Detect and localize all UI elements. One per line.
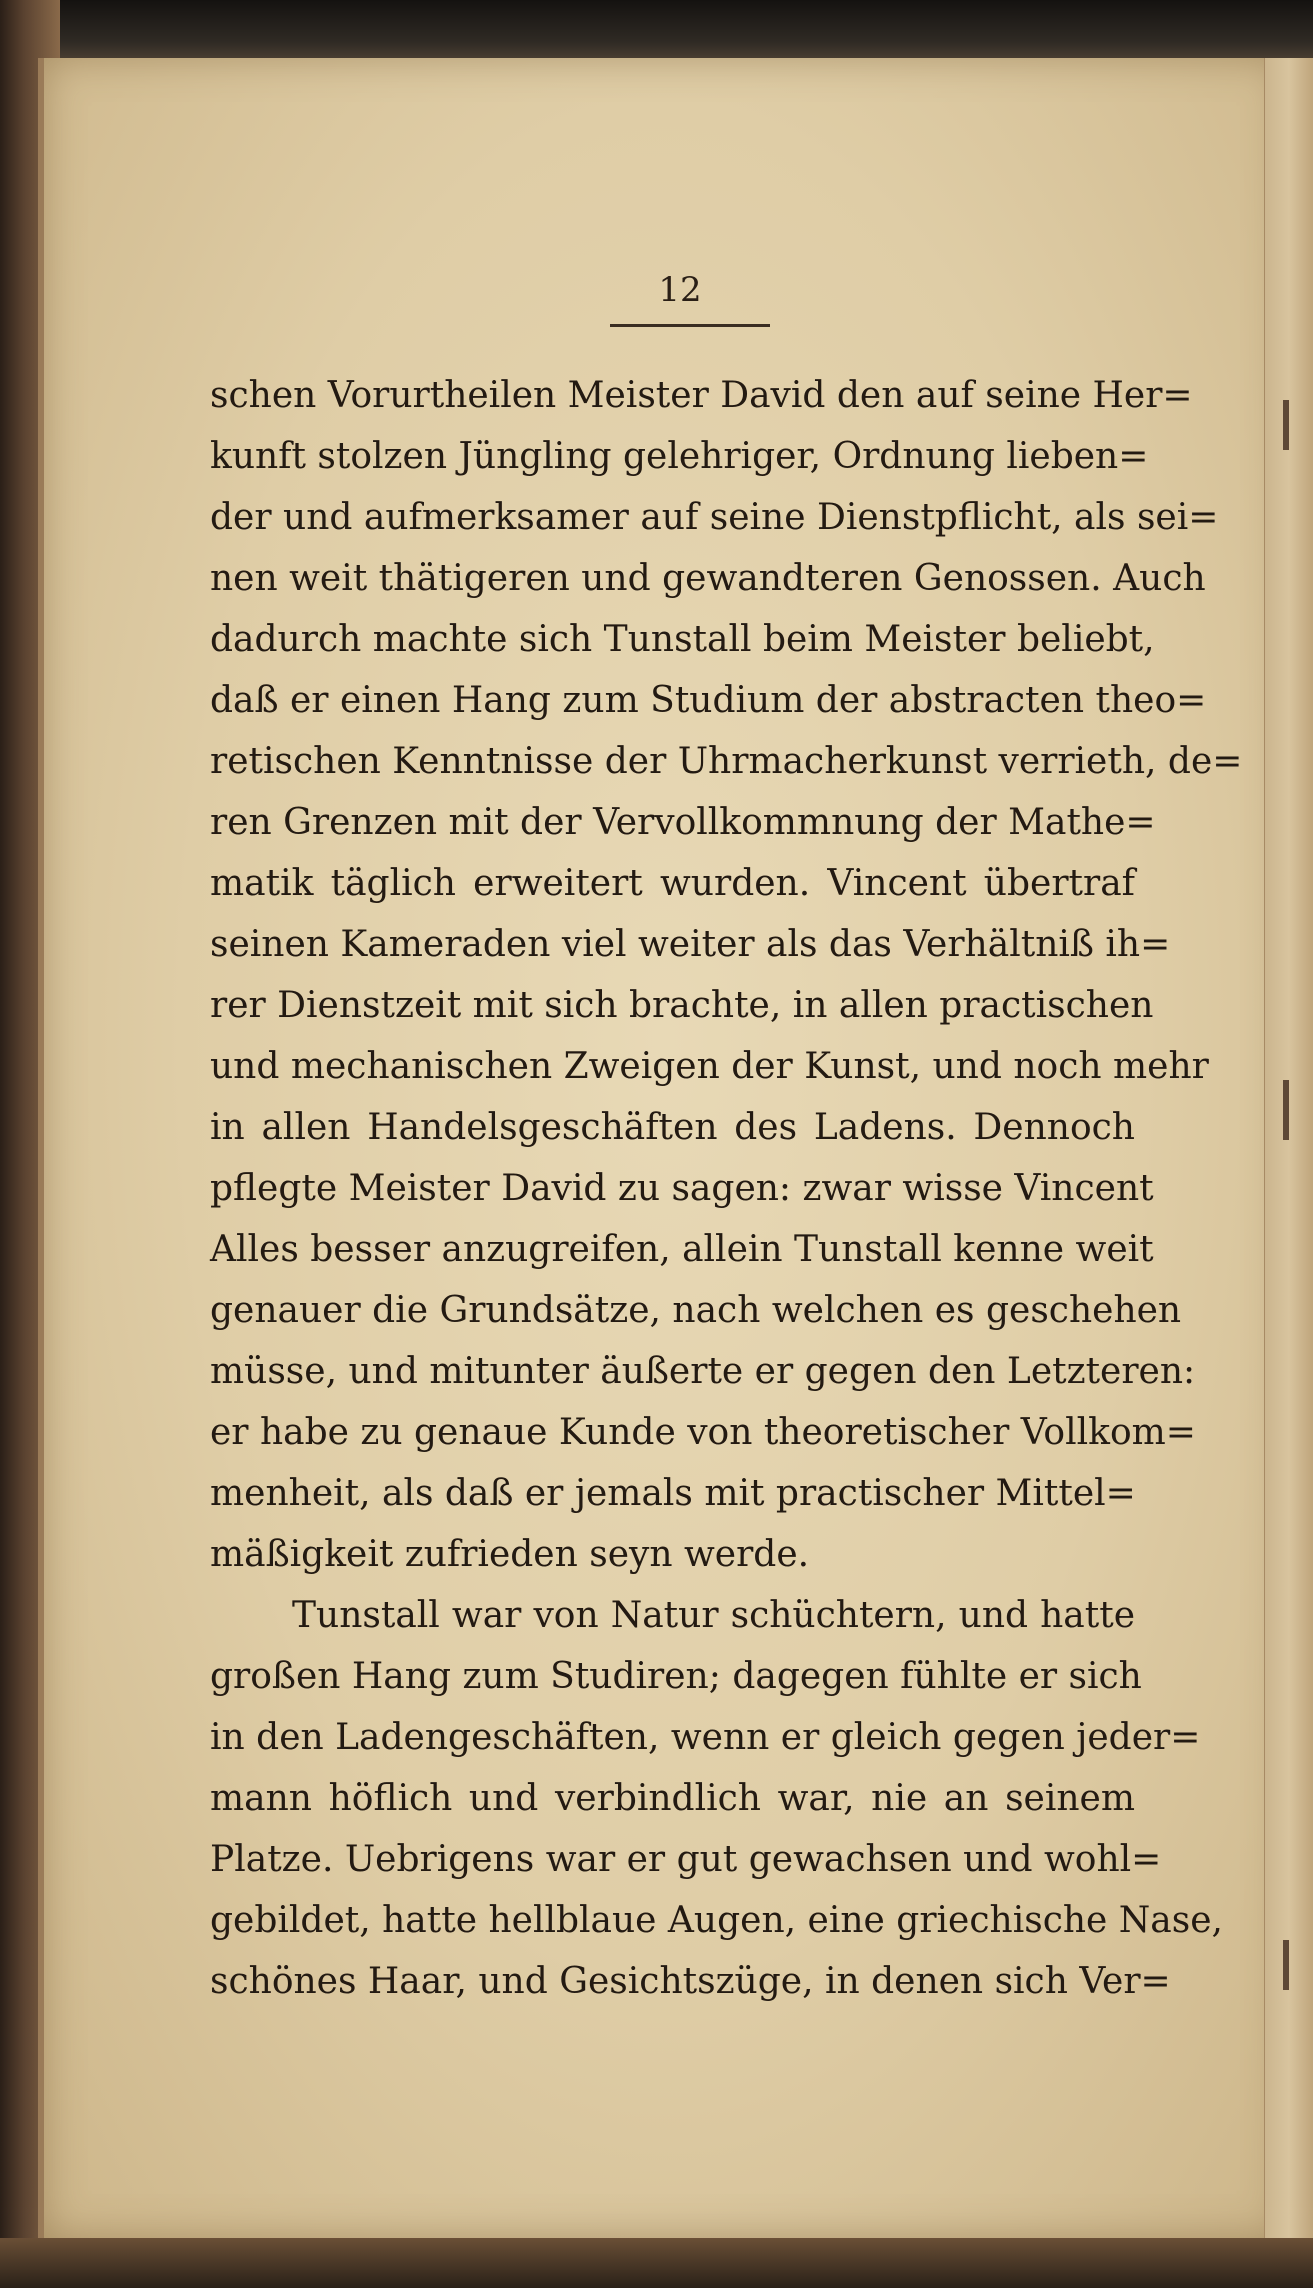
text-line: kunft stolzen Jüngling gelehriger, Ordnung lieben= <box>210 436 1149 477</box>
text-line: menheit, als daß er jemals mit practischer Mittel= <box>210 1473 1136 1514</box>
text-line: er habe zu genaue Kunde von theoretischer Vollkom= <box>210 1412 1196 1453</box>
text-line: Platze. Uebrigens war er gut gewachsen und wohl= <box>210 1839 1162 1880</box>
text-line: retischen Kenntnisse der Uhrmacherkunst verrieth, de= <box>210 741 1243 782</box>
page-number: 12 <box>658 270 702 310</box>
text-line: in allen Handelsgeschäften des Ladens. Dennoch <box>210 1107 1135 1148</box>
paragraph-2 <box>210 1585 1223 2012</box>
text-line: mann höflich und verbindlich war, nie an seinem <box>210 1778 1135 1819</box>
text-line: in den Ladengeschäften, wenn er gleich gegen jeder= <box>210 1717 1201 1758</box>
text-line: Alles besser anzugreifen, allein Tunstall kenne weit <box>210 1229 1154 1270</box>
text-line: nen weit thätigeren und gewandteren Genossen. Auch <box>210 558 1206 599</box>
page-fore-edge <box>1264 58 1313 2238</box>
text-line: daß er einen Hang zum Studium der abstracten theo= <box>210 680 1207 721</box>
text-line: schönes Haar, und Gesichtszüge, in denen sich Ver= <box>210 1961 1171 2002</box>
margin-mark <box>1283 1080 1289 1140</box>
text-line: und mechanischen Zweigen der Kunst, und noch mehr <box>210 1046 1209 1087</box>
paragraph-1 <box>210 365 1243 1585</box>
text-line: ren Grenzen mit der Vervollkommnung der Mathe= <box>210 802 1156 843</box>
text-line: Tunstall war von Natur schüchtern, und hatte <box>292 1595 1135 1636</box>
margin-mark <box>1283 1940 1289 1990</box>
text-line: dadurch machte sich Tunstall beim Meister beliebt, <box>210 619 1155 660</box>
text-line: großen Hang zum Studiren; dagegen fühlte er sich <box>210 1656 1142 1697</box>
text-line: schen Vorurtheilen Meister David den auf seine Her= <box>210 375 1193 416</box>
text-line: der und aufmerksamer auf seine Dienstpflicht, als sei= <box>210 497 1219 538</box>
book-bottom-edge <box>0 2238 1313 2288</box>
text-line: rer Dienstzeit mit sich brachte, in allen practischen <box>210 985 1154 1026</box>
text-line: gebildet, hatte hellblaue Augen, eine griechische Nase, <box>210 1900 1223 1941</box>
margin-mark <box>1283 400 1289 450</box>
text-line: müsse, und mitunter äußerte er gegen den Letzteren: <box>210 1351 1196 1392</box>
text-line: matik täglich erweitert wurden. Vincent übertraf <box>210 863 1135 904</box>
text-line: genauer die Grundsätze, nach welchen es geschehen <box>210 1290 1182 1331</box>
text-line: mäßigkeit zufrieden seyn werde. <box>210 1534 810 1575</box>
text-line: pflegte Meister David zu sagen: zwar wisse Vincent <box>210 1168 1154 1209</box>
page-number-rule <box>610 324 770 327</box>
text-line: seinen Kameraden viel weiter als das Verhältniß ih= <box>210 924 1171 965</box>
body-text <box>210 365 1243 2012</box>
